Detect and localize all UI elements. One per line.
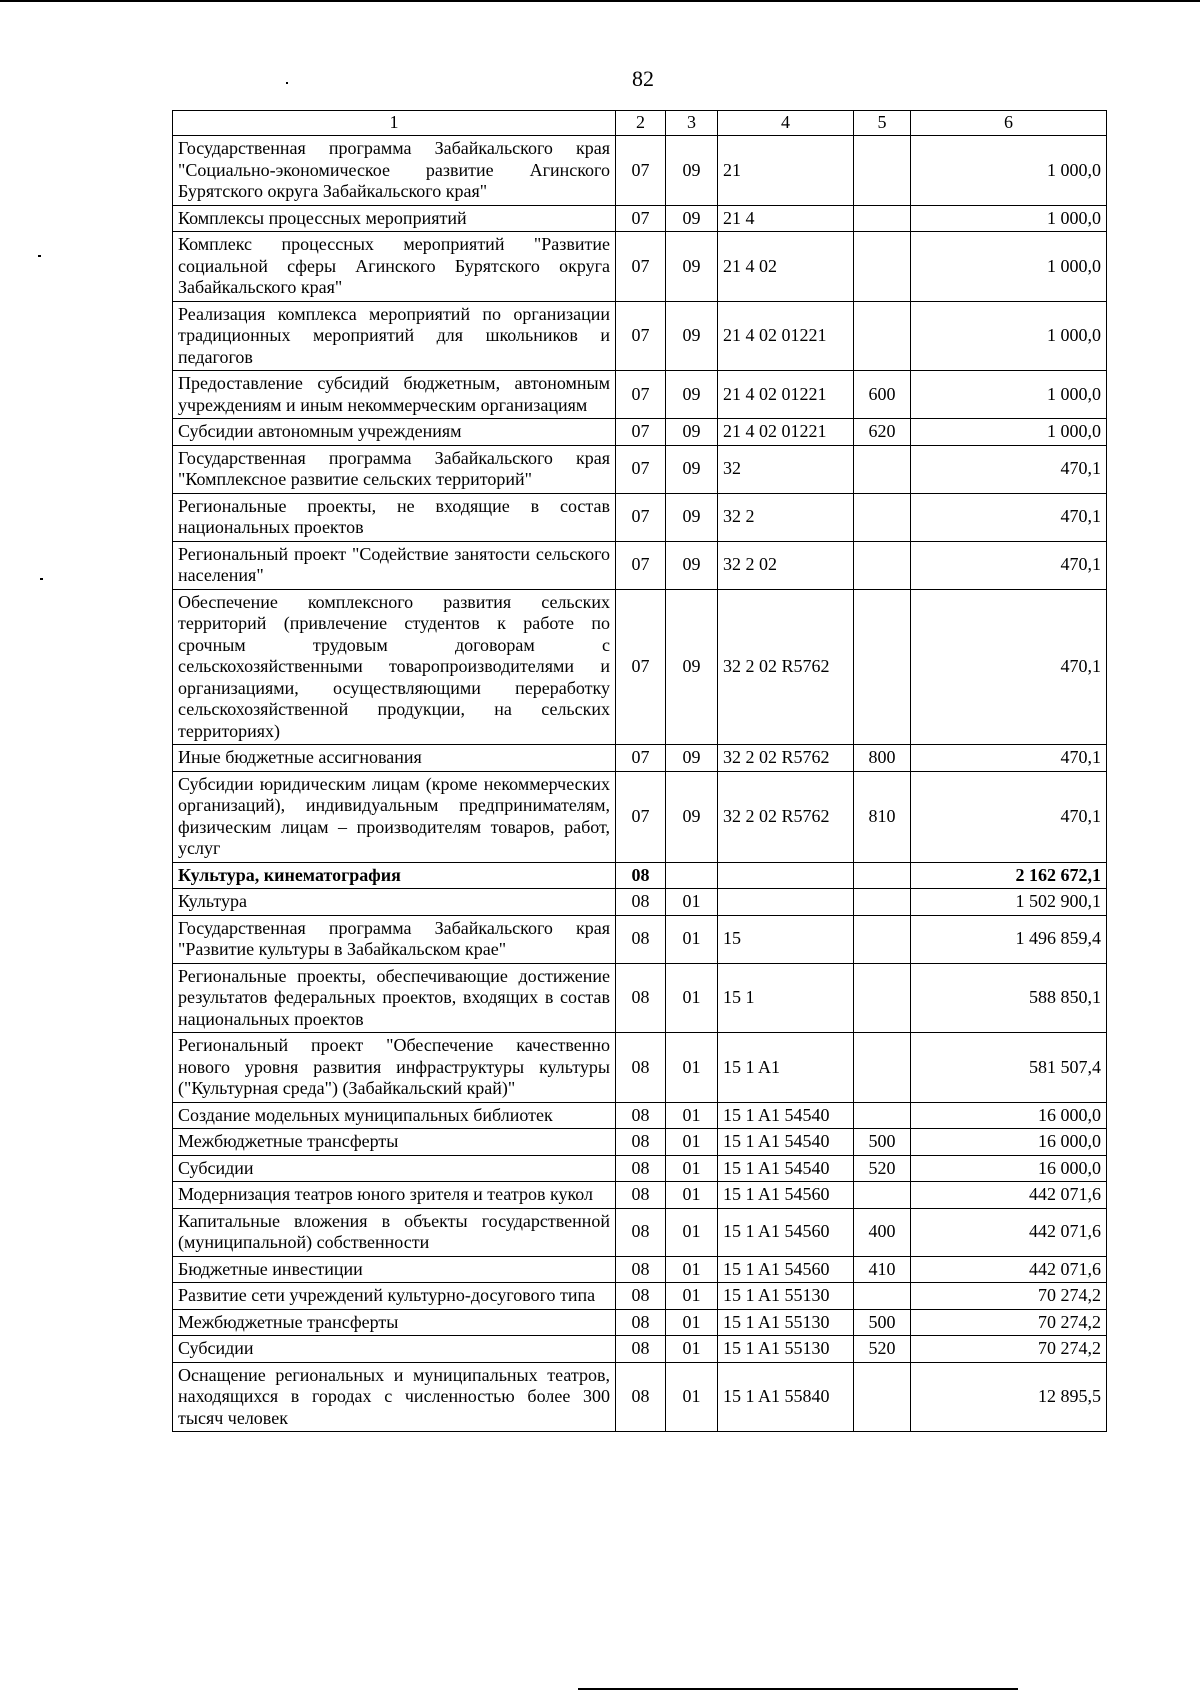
cell-name: Предоставление субсидий бюджетным, автономным учреждениям и иным некоммерческим организациям <box>173 371 616 419</box>
scan-dot <box>40 578 43 580</box>
cell-name: Иные бюджетные ассигнования <box>173 745 616 772</box>
cell-name: Обеспечение комплексного развития сельских территорий (привлечение студентов к работе по срочным трудовым договорам с сельскохозяйственными товаропроизводителями и организациями, осуществляющими переработку сельскохозяйственной продукции, на сельских территориях) <box>173 589 616 745</box>
table-row <box>173 1155 1107 1182</box>
cell-section: 08 <box>616 1362 666 1432</box>
cell-subsection: 01 <box>666 1283 718 1310</box>
cell-name: Бюджетные инвестиции <box>173 1256 616 1283</box>
cell-target-article: 15 1 A1 55130 <box>718 1283 854 1310</box>
cell-subsection: 01 <box>666 1208 718 1256</box>
cell-name: Культура, кинематография <box>173 862 616 889</box>
cell-section: 08 <box>616 862 666 889</box>
table-row <box>173 1283 1107 1310</box>
cell-section: 07 <box>616 371 666 419</box>
cell-subsection: 01 <box>666 1155 718 1182</box>
cell-target-article <box>718 889 854 916</box>
header-col-2: 2 <box>616 111 666 136</box>
table-row <box>173 862 1107 889</box>
cell-subsection: 01 <box>666 1102 718 1129</box>
table-row <box>173 1309 1107 1336</box>
cell-name: Субсидии автономным учреждениям <box>173 419 616 446</box>
cell-expense-type: 520 <box>854 1336 911 1363</box>
cell-subsection: 09 <box>666 745 718 772</box>
table-body <box>173 136 1107 1432</box>
cell-section: 07 <box>616 136 666 206</box>
table-row <box>173 1256 1107 1283</box>
table-row <box>173 301 1107 371</box>
cell-subsection: 01 <box>666 1182 718 1209</box>
cell-expense-type <box>854 541 911 589</box>
cell-target-article: 15 1 A1 55840 <box>718 1362 854 1432</box>
cell-expense-type <box>854 889 911 916</box>
cell-subsection: 09 <box>666 301 718 371</box>
cell-target-article: 32 2 02 R5762 <box>718 745 854 772</box>
cell-subsection: 09 <box>666 136 718 206</box>
cell-expense-type <box>854 1033 911 1103</box>
table-row <box>173 136 1107 206</box>
cell-expense-type: 520 <box>854 1155 911 1182</box>
cell-name: Оснащение региональных и муниципальных театров, находящихся в городах с численностью более 300 тысяч человек <box>173 1362 616 1432</box>
budget-table <box>172 110 1107 1432</box>
cell-name: Культура <box>173 889 616 916</box>
cell-amount: 16 000,0 <box>911 1155 1107 1182</box>
cell-name: Региональные проекты, обеспечивающие достижение результатов федеральных проектов, входящих в состав национальных проектов <box>173 963 616 1033</box>
table-row <box>173 1336 1107 1363</box>
table-row <box>173 589 1107 745</box>
table-row <box>173 232 1107 302</box>
cell-expense-type: 500 <box>854 1309 911 1336</box>
cell-expense-type <box>854 232 911 302</box>
cell-name: Субсидии <box>173 1155 616 1182</box>
cell-amount: 2 162 672,1 <box>911 862 1107 889</box>
cell-expense-type <box>854 493 911 541</box>
cell-expense-type <box>854 1283 911 1310</box>
cell-subsection: 01 <box>666 915 718 963</box>
cell-section: 07 <box>616 445 666 493</box>
table-row <box>173 963 1107 1033</box>
cell-section: 07 <box>616 232 666 302</box>
cell-target-article: 15 1 A1 55130 <box>718 1336 854 1363</box>
scan-dot <box>286 82 288 84</box>
cell-section: 08 <box>616 1129 666 1156</box>
cell-name: Региональный проект "Содействие занятости сельского населения" <box>173 541 616 589</box>
table-row <box>173 1362 1107 1432</box>
header-col-1: 1 <box>173 111 616 136</box>
cell-subsection: 09 <box>666 493 718 541</box>
cell-section: 07 <box>616 301 666 371</box>
cell-amount: 1 000,0 <box>911 371 1107 419</box>
cell-section: 08 <box>616 1283 666 1310</box>
cell-amount: 1 000,0 <box>911 136 1107 206</box>
cell-target-article: 21 4 02 01221 <box>718 419 854 446</box>
cell-section: 08 <box>616 889 666 916</box>
cell-expense-type: 410 <box>854 1256 911 1283</box>
table-row <box>173 445 1107 493</box>
cell-target-article: 21 4 02 <box>718 232 854 302</box>
cell-section: 07 <box>616 205 666 232</box>
cell-expense-type <box>854 1362 911 1432</box>
cell-section: 08 <box>616 963 666 1033</box>
table-row <box>173 541 1107 589</box>
table-row <box>173 1129 1107 1156</box>
cell-amount: 1 000,0 <box>911 232 1107 302</box>
cell-expense-type <box>854 1182 911 1209</box>
table-row <box>173 771 1107 862</box>
cell-amount: 442 071,6 <box>911 1208 1107 1256</box>
cell-target-article <box>718 862 854 889</box>
cell-section: 08 <box>616 1102 666 1129</box>
cell-target-article: 21 4 02 01221 <box>718 301 854 371</box>
cell-subsection: 01 <box>666 1129 718 1156</box>
page-number: 82 <box>632 66 654 91</box>
cell-expense-type <box>854 862 911 889</box>
cell-target-article: 15 1 A1 54540 <box>718 1129 854 1156</box>
cell-amount: 470,1 <box>911 445 1107 493</box>
cell-name: Межбюджетные трансферты <box>173 1129 616 1156</box>
cell-expense-type <box>854 301 911 371</box>
cell-expense-type: 400 <box>854 1208 911 1256</box>
cell-amount: 70 274,2 <box>911 1336 1107 1363</box>
cell-expense-type: 620 <box>854 419 911 446</box>
cell-name: Межбюджетные трансферты <box>173 1309 616 1336</box>
cell-subsection: 01 <box>666 889 718 916</box>
cell-subsection: 09 <box>666 541 718 589</box>
cell-subsection: 09 <box>666 589 718 745</box>
cell-target-article: 15 1 A1 54560 <box>718 1182 854 1209</box>
cell-amount: 16 000,0 <box>911 1129 1107 1156</box>
cell-expense-type <box>854 205 911 232</box>
cell-expense-type: 800 <box>854 745 911 772</box>
cell-amount: 470,1 <box>911 745 1107 772</box>
cell-expense-type <box>854 445 911 493</box>
cell-name: Региональные проекты, не входящие в состав национальных проектов <box>173 493 616 541</box>
cell-section: 07 <box>616 771 666 862</box>
table-row <box>173 205 1107 232</box>
cell-subsection: 09 <box>666 232 718 302</box>
table-row <box>173 493 1107 541</box>
cell-subsection: 01 <box>666 1362 718 1432</box>
cell-name: Государственная программа Забайкальского края "Социально-экономическое развитие Агинского Бурятского округа Забайкальского края" <box>173 136 616 206</box>
cell-amount: 581 507,4 <box>911 1033 1107 1103</box>
cell-section: 08 <box>616 1336 666 1363</box>
cell-target-article: 32 <box>718 445 854 493</box>
cell-target-article: 21 <box>718 136 854 206</box>
table-row <box>173 419 1107 446</box>
table-row <box>173 1208 1107 1256</box>
scan-edge-line <box>0 0 1200 2</box>
table-row <box>173 889 1107 916</box>
cell-expense-type <box>854 1102 911 1129</box>
table-row <box>173 371 1107 419</box>
cell-amount: 70 274,2 <box>911 1309 1107 1336</box>
cell-expense-type: 600 <box>854 371 911 419</box>
cell-amount: 16 000,0 <box>911 1102 1107 1129</box>
cell-subsection <box>666 862 718 889</box>
cell-name: Модернизация театров юного зрителя и театров кукол <box>173 1182 616 1209</box>
cell-section: 08 <box>616 1309 666 1336</box>
header-col-6: 6 <box>911 111 1107 136</box>
cell-subsection: 09 <box>666 445 718 493</box>
cell-name: Капитальные вложения в объекты государственной (муниципальной) собственности <box>173 1208 616 1256</box>
cell-section: 07 <box>616 589 666 745</box>
header-col-5: 5 <box>854 111 911 136</box>
header-col-4: 4 <box>718 111 854 136</box>
cell-target-article: 15 1 A1 54540 <box>718 1155 854 1182</box>
cell-name: Государственная программа Забайкальского края "Комплексное развитие сельских территорий" <box>173 445 616 493</box>
cell-amount: 1 000,0 <box>911 419 1107 446</box>
cell-expense-type <box>854 915 911 963</box>
cell-target-article: 32 2 <box>718 493 854 541</box>
cell-subsection: 01 <box>666 963 718 1033</box>
cell-name: Создание модельных муниципальных библиотек <box>173 1102 616 1129</box>
cell-expense-type <box>854 589 911 745</box>
cell-name: Развитие сети учреждений культурно-досугового типа <box>173 1283 616 1310</box>
cell-subsection: 09 <box>666 371 718 419</box>
cell-expense-type: 810 <box>854 771 911 862</box>
cell-section: 07 <box>616 745 666 772</box>
cell-amount: 470,1 <box>911 541 1107 589</box>
cell-subsection: 09 <box>666 419 718 446</box>
table-row <box>173 915 1107 963</box>
cell-section: 08 <box>616 915 666 963</box>
cell-subsection: 01 <box>666 1033 718 1103</box>
cell-name: Государственная программа Забайкальского края "Развитие культуры в Забайкальском крае" <box>173 915 616 963</box>
cell-expense-type <box>854 136 911 206</box>
cell-amount: 442 071,6 <box>911 1256 1107 1283</box>
cell-amount: 12 895,5 <box>911 1362 1107 1432</box>
cell-target-article: 32 2 02 R5762 <box>718 589 854 745</box>
cell-section: 07 <box>616 493 666 541</box>
cell-expense-type <box>854 963 911 1033</box>
cell-amount: 442 071,6 <box>911 1182 1107 1209</box>
cell-section: 08 <box>616 1256 666 1283</box>
scan-dot <box>38 255 41 257</box>
cell-target-article: 15 1 A1 55130 <box>718 1309 854 1336</box>
cell-section: 08 <box>616 1182 666 1209</box>
cell-subsection: 09 <box>666 205 718 232</box>
cell-amount: 1 000,0 <box>911 205 1107 232</box>
cell-target-article: 21 4 <box>718 205 854 232</box>
cell-name: Реализация комплекса мероприятий по организации традиционных мероприятий для школьников и педагогов <box>173 301 616 371</box>
cell-name: Комплекс процессных мероприятий "Развитие социальной сферы Агинского Бурятского округа Забайкальского края" <box>173 232 616 302</box>
cell-target-article: 21 4 02 01221 <box>718 371 854 419</box>
cell-amount: 470,1 <box>911 493 1107 541</box>
cell-amount: 470,1 <box>911 771 1107 862</box>
cell-amount: 588 850,1 <box>911 963 1107 1033</box>
table-row <box>173 1033 1107 1103</box>
cell-amount: 1 000,0 <box>911 301 1107 371</box>
cell-amount: 70 274,2 <box>911 1283 1107 1310</box>
cell-target-article: 32 2 02 R5762 <box>718 771 854 862</box>
table-row <box>173 1182 1107 1209</box>
cell-subsection: 09 <box>666 771 718 862</box>
scan-edge-line <box>578 1688 1018 1690</box>
cell-section: 07 <box>616 541 666 589</box>
cell-subsection: 01 <box>666 1309 718 1336</box>
cell-section: 08 <box>616 1155 666 1182</box>
cell-expense-type: 500 <box>854 1129 911 1156</box>
cell-subsection: 01 <box>666 1336 718 1363</box>
cell-section: 08 <box>616 1033 666 1103</box>
cell-target-article: 15 1 A1 54560 <box>718 1208 854 1256</box>
cell-name: Региональный проект "Обеспечение качественно нового уровня развития инфраструктуры культуры ("Культурная среда") (Забайкальский край)" <box>173 1033 616 1103</box>
cell-name: Субсидии юридическим лицам (кроме некоммерческих организаций), индивидуальным предпринимателям, физическим лицам – производителям товаров, работ, услуг <box>173 771 616 862</box>
cell-amount: 1 496 859,4 <box>911 915 1107 963</box>
cell-target-article: 32 2 02 <box>718 541 854 589</box>
cell-amount: 1 502 900,1 <box>911 889 1107 916</box>
cell-subsection: 01 <box>666 1256 718 1283</box>
cell-target-article: 15 1 A1 54540 <box>718 1102 854 1129</box>
cell-section: 07 <box>616 419 666 446</box>
cell-target-article: 15 1 A1 <box>718 1033 854 1103</box>
table-row <box>173 1102 1107 1129</box>
cell-amount: 470,1 <box>911 589 1107 745</box>
header-col-3: 3 <box>666 111 718 136</box>
cell-target-article: 15 <box>718 915 854 963</box>
cell-target-article: 15 1 <box>718 963 854 1033</box>
cell-section: 08 <box>616 1208 666 1256</box>
header-row <box>173 111 1107 136</box>
cell-name: Субсидии <box>173 1336 616 1363</box>
cell-target-article: 15 1 A1 54560 <box>718 1256 854 1283</box>
cell-name: Комплексы процессных мероприятий <box>173 205 616 232</box>
table-row <box>173 745 1107 772</box>
